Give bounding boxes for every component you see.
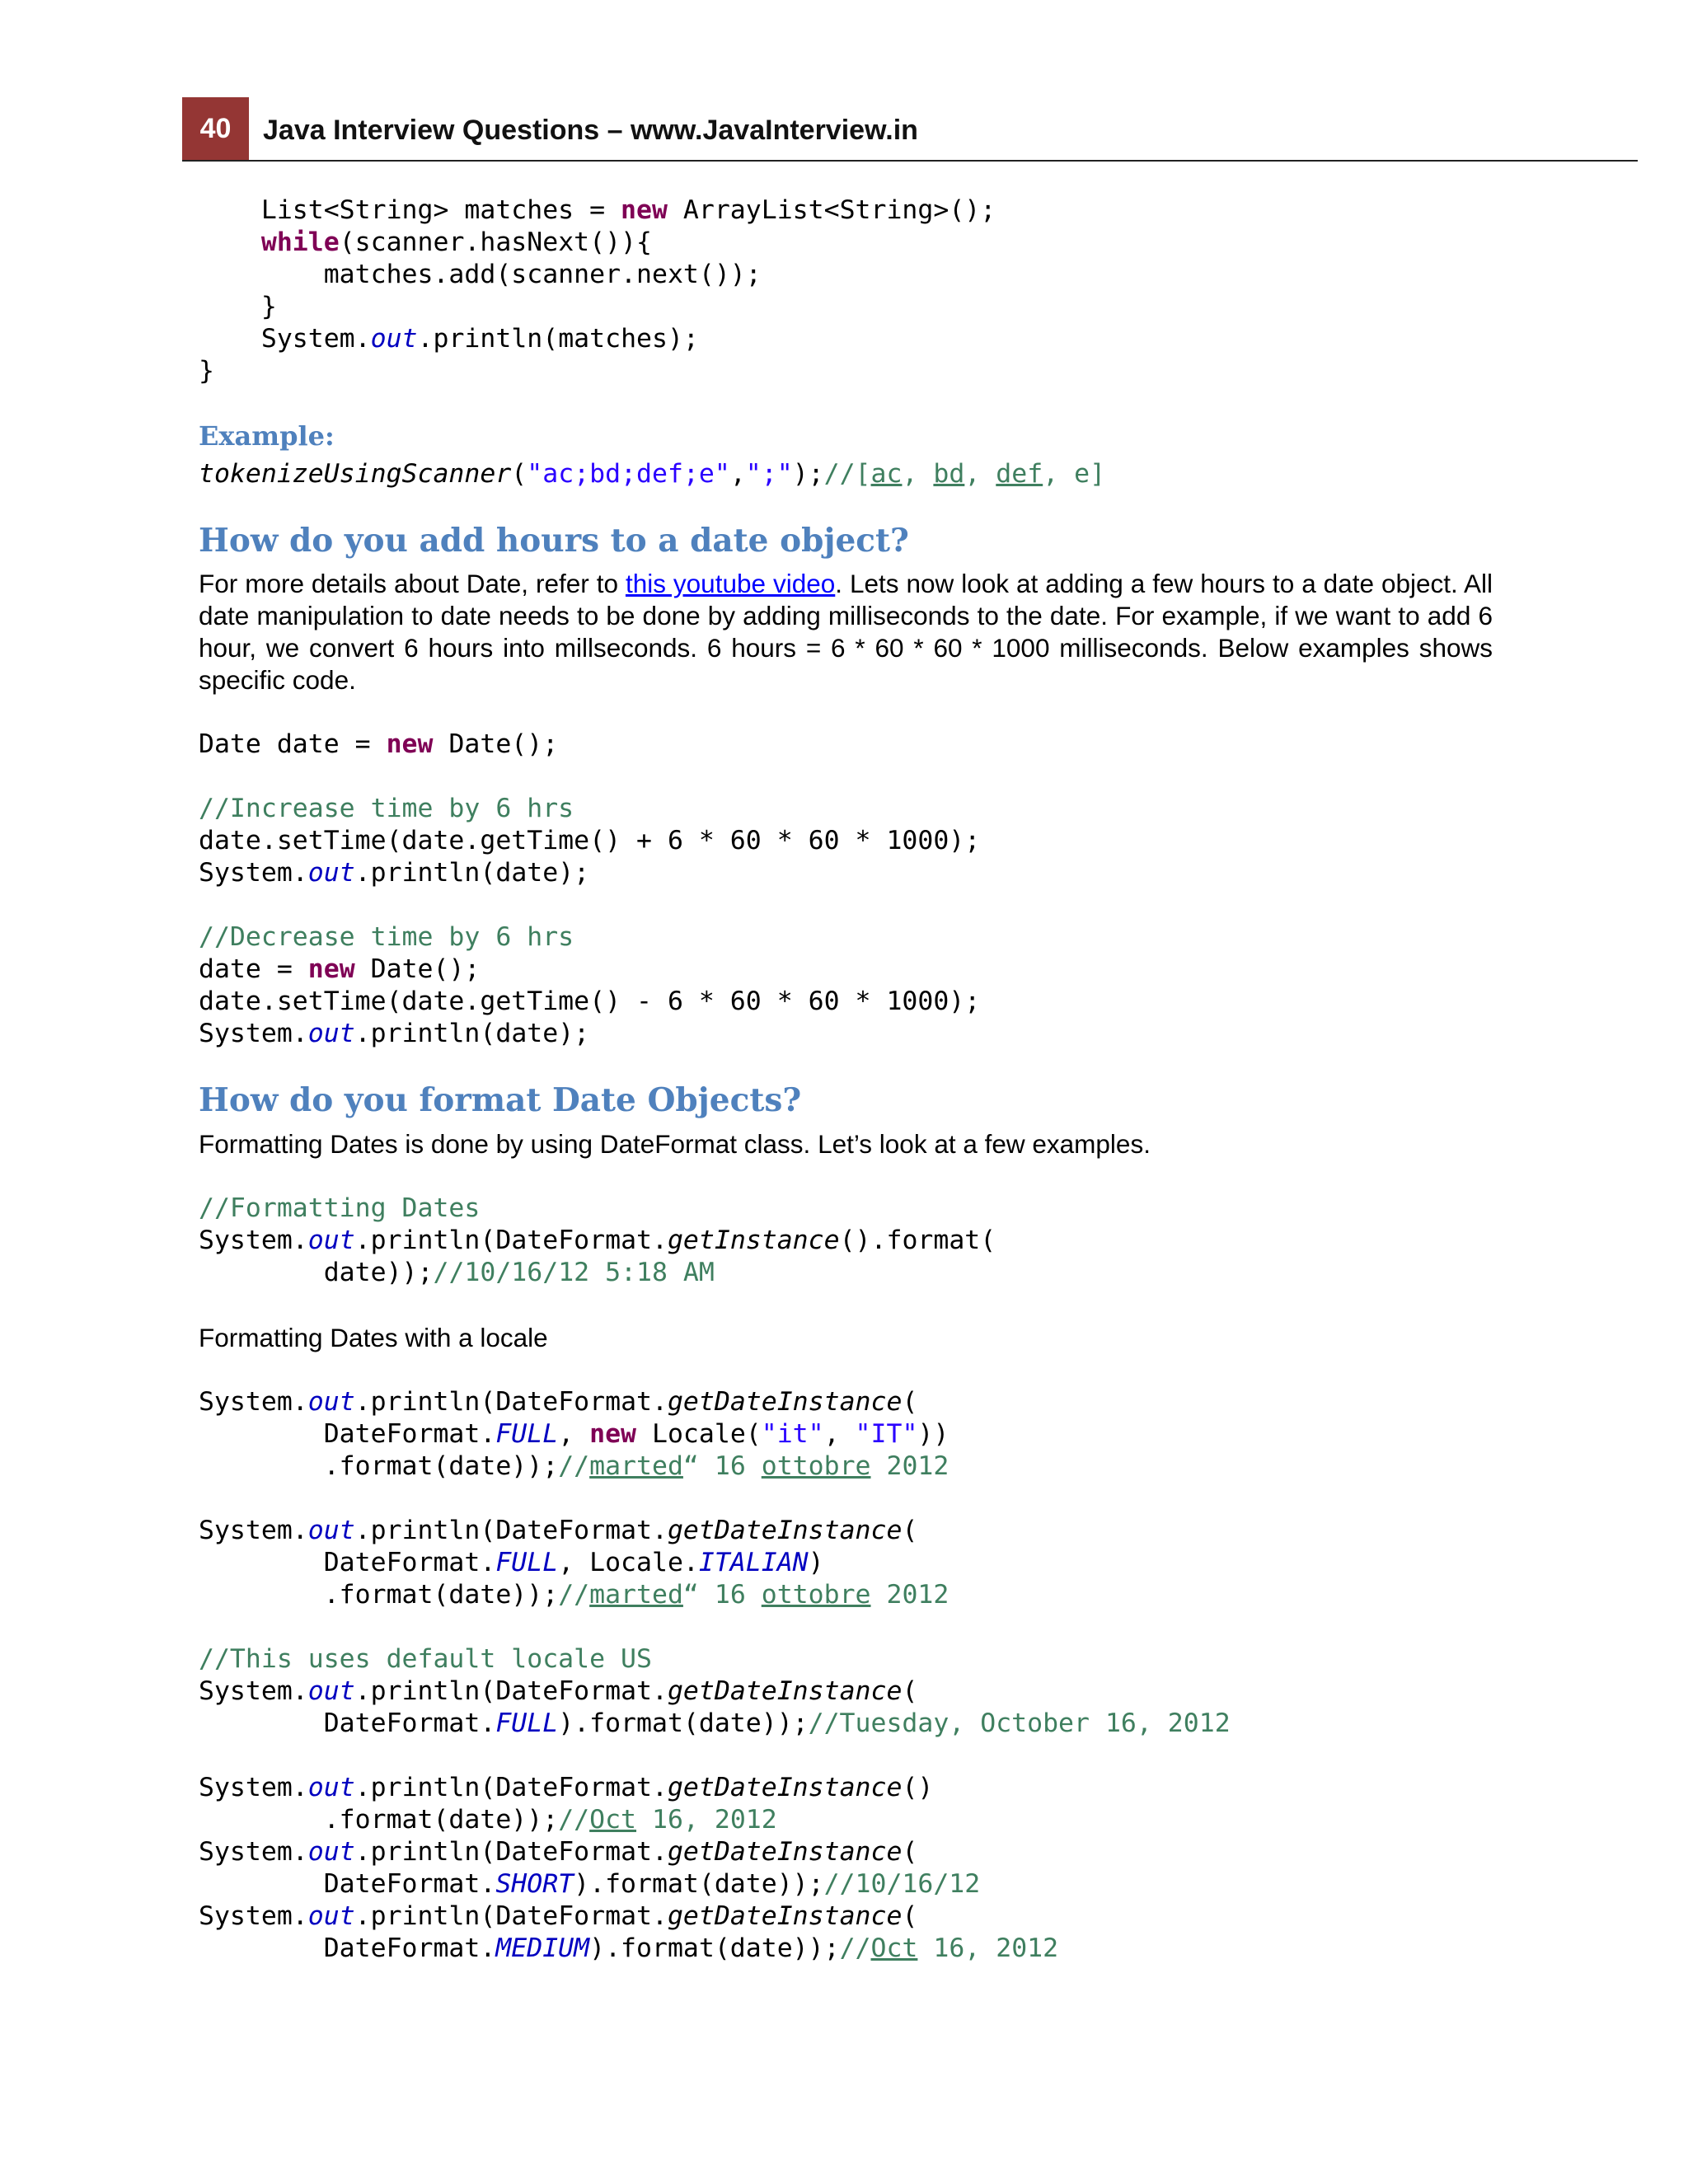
- code-comment: //: [558, 1451, 590, 1481]
- code-comment: Oct: [589, 1805, 637, 1835]
- code-text: ,: [729, 459, 746, 489]
- code-text: DateFormat.: [199, 1548, 496, 1577]
- code-text: date =: [199, 954, 308, 984]
- spacer: [199, 1354, 1493, 1386]
- code-comment: //: [558, 1805, 590, 1835]
- code-text: ().format(: [839, 1226, 996, 1255]
- code-method: getDateInstance: [667, 1387, 903, 1417]
- code-comment: ,: [964, 459, 996, 489]
- page-header: [182, 97, 1638, 162]
- code-field: out: [307, 1837, 355, 1867]
- code-text: date.setTime(date.getTime() + 6 * 60 * 60 * 1000);: [199, 826, 981, 855]
- code-text: (: [902, 1837, 918, 1867]
- heading-add-hours: How do you add hours to a date object?: [199, 522, 909, 560]
- code-text: System.: [199, 1901, 308, 1931]
- code-text: ,: [558, 1419, 590, 1449]
- code-text: .format(date));: [199, 1805, 559, 1835]
- code-text: ).format(date));: [574, 1869, 824, 1899]
- code-text: System.: [199, 1387, 308, 1417]
- code-field: ITALIAN: [698, 1548, 809, 1577]
- code-comment: Oct: [870, 1933, 918, 1963]
- code-comment: ac: [870, 459, 903, 489]
- code-string: ";": [745, 459, 793, 489]
- code-text: .println(DateFormat.: [354, 1901, 668, 1931]
- spacer: [199, 1289, 1493, 1321]
- code-method: getDateInstance: [667, 1516, 903, 1545]
- code-text: System.: [199, 1019, 308, 1048]
- code-field: out: [307, 1516, 355, 1545]
- code-text: Locale(: [636, 1419, 762, 1449]
- example-code-line: [199, 458, 1493, 490]
- code-text: (): [902, 1773, 934, 1802]
- code-comment: 16, 2012: [636, 1805, 777, 1835]
- paragraph-add-hours: [199, 568, 1493, 696]
- code-string: "IT": [855, 1419, 918, 1449]
- code-block-format: [199, 1193, 1493, 1289]
- code-method: getDateInstance: [667, 1773, 903, 1802]
- paragraph-text: For more details about Date, refer to: [199, 569, 626, 598]
- code-field: out: [307, 1226, 355, 1255]
- code-field: FULL: [495, 1708, 559, 1738]
- code-comment: //: [558, 1580, 590, 1610]
- code-text: );: [792, 459, 824, 489]
- code-comment: “ 16: [682, 1580, 762, 1610]
- code-text: .format(date));: [199, 1580, 559, 1610]
- code-field: out: [307, 1901, 355, 1931]
- code-text: )): [917, 1419, 950, 1449]
- page-content: [199, 194, 1493, 1965]
- code-comment: //Increase time by 6 hrs: [199, 794, 574, 823]
- code-text: ArrayList<String>();: [667, 195, 996, 225]
- code-comment: //Formatting Dates: [199, 1193, 481, 1223]
- code-text: .println(matches);: [417, 324, 699, 354]
- code-field: SHORT: [495, 1869, 574, 1899]
- code-text: ).format(date));: [558, 1708, 809, 1738]
- code-text: .println(date);: [354, 1019, 590, 1048]
- code-text: ,: [823, 1419, 856, 1449]
- code-text: .println(date);: [354, 858, 590, 888]
- header-title: Java Interview Questions – www.JavaInterview.in: [263, 115, 918, 146]
- code-block-scanner: [199, 194, 1493, 387]
- paragraph-text: . Lets now look at adding a few hours to a date object. All date manipulation to date needs to be done by adding milliseconds to the date. For example, if we want to add 6 hour, we convert 6 hours into millseconds. 6 hours = 6 * 60 * 60 * 1000 milliseconds. Below examples shows specific code.: [199, 569, 1493, 695]
- code-string: "ac;bd;def;e": [527, 459, 730, 489]
- code-text: DateFormat.: [199, 1869, 496, 1899]
- code-comment: //Decrease time by 6 hrs: [199, 922, 574, 952]
- code-text: DateFormat.: [199, 1419, 496, 1449]
- spacer: [199, 1160, 1493, 1193]
- code-field: out: [307, 1387, 355, 1417]
- code-text: Date();: [433, 729, 559, 759]
- paragraph-locale-label: Formatting Dates with a locale: [199, 1323, 548, 1352]
- code-text: Date();: [354, 954, 481, 984]
- code-text: .println(DateFormat.: [354, 1773, 668, 1802]
- code-text: .println(DateFormat.: [354, 1837, 668, 1867]
- code-comment: ottobre: [761, 1451, 871, 1481]
- code-text: , Locale.: [558, 1548, 699, 1577]
- code-field: out: [307, 1676, 355, 1706]
- code-field: out: [307, 858, 355, 888]
- code-comment: //This uses default locale US: [199, 1644, 652, 1674]
- code-field: out: [307, 1773, 355, 1802]
- paragraph-format-intro: Formatting Dates is done by using DateFormat class. Let’s look at a few examples.: [199, 1129, 1151, 1159]
- code-block-add-hours: [199, 729, 1493, 1050]
- code-keyword: new: [307, 954, 355, 984]
- code-text: .println(DateFormat.: [354, 1387, 668, 1417]
- code-comment: , e]: [1043, 459, 1106, 489]
- code-keyword: new: [589, 1419, 637, 1449]
- code-text: .println(DateFormat.: [354, 1676, 668, 1706]
- code-comment: 2012: [870, 1451, 950, 1481]
- code-keyword: new: [386, 729, 434, 759]
- code-text: .println(DateFormat.: [354, 1516, 668, 1545]
- code-text: System.: [199, 1773, 308, 1802]
- code-text: }: [199, 356, 214, 386]
- code-method: getDateInstance: [667, 1837, 903, 1867]
- code-text: System.: [199, 1676, 308, 1706]
- code-comment: 2012: [870, 1580, 950, 1610]
- code-text: matches.add(scanner.next());: [199, 260, 762, 289]
- code-keyword: while: [260, 227, 340, 257]
- code-comment: ,: [902, 459, 934, 489]
- code-field: out: [370, 324, 418, 354]
- code-field: FULL: [495, 1548, 559, 1577]
- code-text: ).format(date));: [589, 1933, 840, 1963]
- code-text: ): [808, 1548, 824, 1577]
- code-block-locale: [199, 1386, 1493, 1965]
- code-text: .format(date));: [199, 1451, 559, 1481]
- code-method: tokenizeUsingScanner: [199, 459, 512, 489]
- code-comment: //10/16/12 5:18 AM: [433, 1258, 715, 1287]
- code-comment: “ 16: [682, 1451, 762, 1481]
- youtube-video-link[interactable]: this youtube video: [625, 569, 836, 598]
- code-comment: def: [996, 459, 1043, 489]
- code-comment: ottobre: [761, 1580, 871, 1610]
- code-comment: //: [839, 1933, 871, 1963]
- code-comment: marted: [589, 1451, 683, 1481]
- code-comment: //10/16/12: [823, 1869, 981, 1899]
- code-string: "it": [761, 1419, 824, 1449]
- code-comment: 16, 2012: [917, 1933, 1059, 1963]
- spacer: [199, 696, 1493, 729]
- code-text: date));: [199, 1258, 434, 1287]
- code-text: .println(DateFormat.: [354, 1226, 668, 1255]
- code-text: (: [902, 1516, 918, 1545]
- code-text: DateFormat.: [199, 1933, 496, 1963]
- code-method: getInstance: [667, 1226, 840, 1255]
- code-method: getDateInstance: [667, 1676, 903, 1706]
- code-field: FULL: [495, 1419, 559, 1449]
- code-text: (: [511, 459, 528, 489]
- code-keyword: new: [621, 195, 668, 225]
- code-text: System.: [199, 1226, 308, 1255]
- code-comment: marted: [589, 1580, 683, 1610]
- code-comment: //[: [823, 459, 871, 489]
- code-text: System.: [199, 1516, 308, 1545]
- code-text: (: [902, 1901, 918, 1931]
- code-text: date.setTime(date.getTime() - 6 * 60 * 60 * 1000);: [199, 987, 981, 1016]
- code-text: (scanner.hasNext()){: [339, 227, 652, 257]
- code-text: System.: [199, 858, 308, 888]
- code-comment: //Tuesday, October 16, 2012: [808, 1708, 1231, 1738]
- heading-format-dates: How do you format Date Objects?: [199, 1081, 802, 1119]
- code-text: List<String> matches =: [199, 195, 621, 225]
- code-text: (: [902, 1387, 918, 1417]
- code-text: }: [199, 292, 277, 321]
- code-text: (: [902, 1676, 918, 1706]
- code-text: System.: [199, 324, 371, 354]
- code-comment: bd: [933, 459, 965, 489]
- page-number: 40: [182, 97, 249, 160]
- code-text: DateFormat.: [199, 1708, 496, 1738]
- code-text: System.: [199, 1837, 308, 1867]
- code-field: MEDIUM: [495, 1933, 590, 1963]
- code-text: Date date =: [199, 729, 387, 759]
- code-field: out: [307, 1019, 355, 1048]
- code-method: getDateInstance: [667, 1901, 903, 1931]
- example-label: Example:: [199, 420, 335, 452]
